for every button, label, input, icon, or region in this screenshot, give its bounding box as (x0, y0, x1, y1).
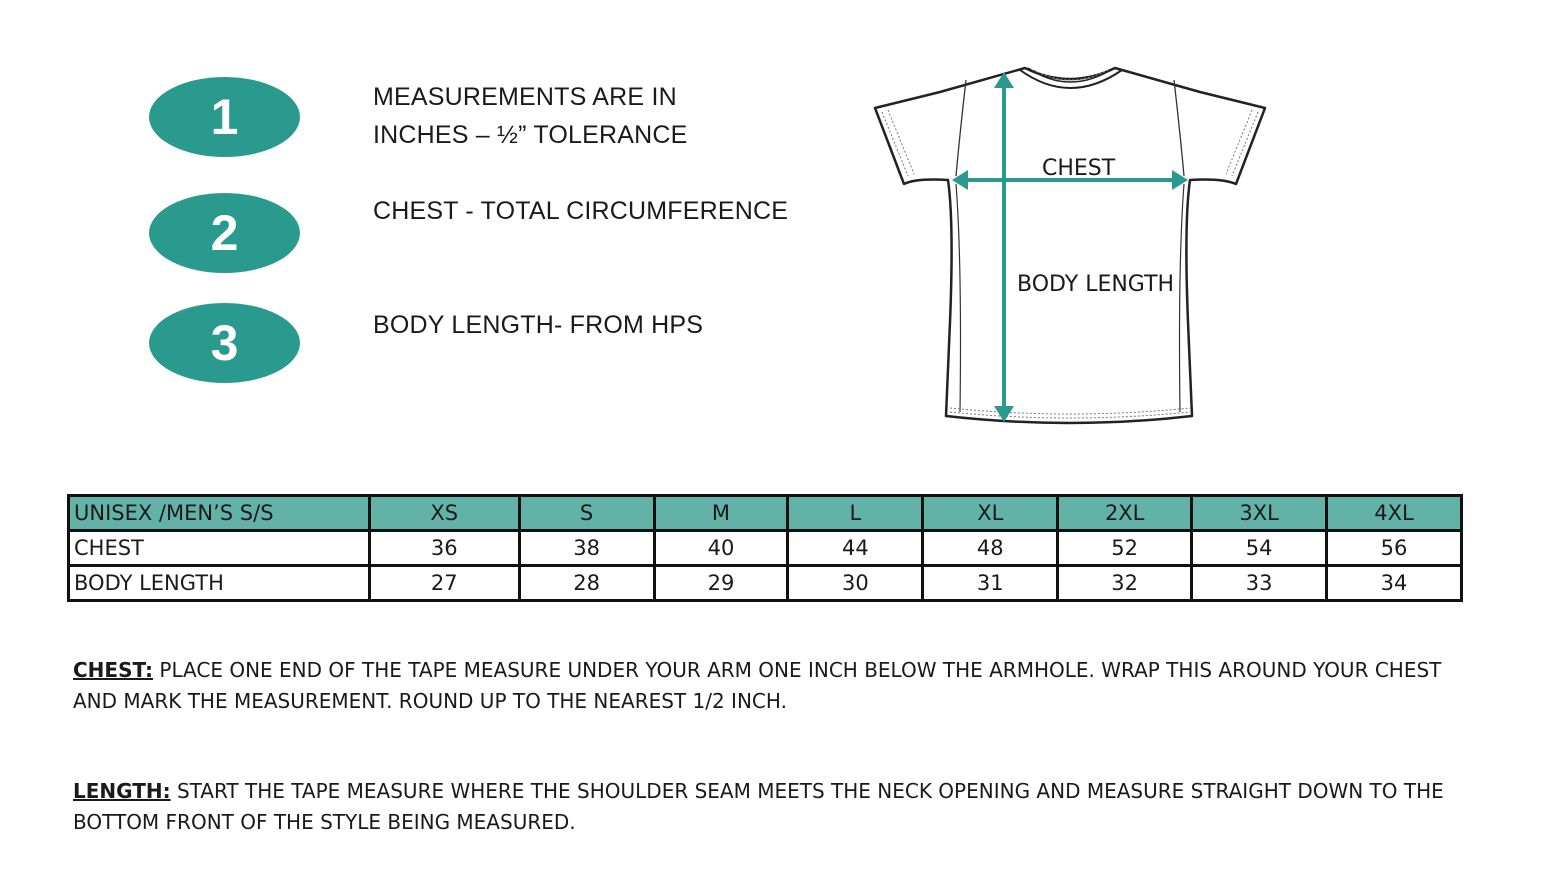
header-cell-size: 3XL (1192, 496, 1327, 531)
step-3-line-1: BODY LENGTH- FROM HPS (373, 311, 704, 339)
header-cell-style: UNISEX /MEN’S S/S (69, 496, 370, 531)
length-instructions-text: START THE TAPE MEASURE WHERE THE SHOULDER SEAM MEETS THE NECK OPENING AND MEASURE STRAIGHT DOWN TO THE BOTTOM FRONT OF THE STYLE BEING MEASURED. (73, 779, 1444, 834)
table-cell: 29 (654, 566, 788, 601)
chest-label: CHEST (1042, 156, 1116, 181)
step-2-badge: 2 (149, 193, 300, 273)
step-1-note (373, 78, 687, 154)
table-cell: 34 (1327, 566, 1462, 601)
header-cell-size: M (654, 496, 788, 531)
tshirt-diagram (870, 62, 1270, 434)
table-row-chest (69, 531, 1462, 566)
table-cell: 33 (1192, 566, 1327, 601)
table-cell: 28 (519, 566, 654, 601)
row-label: CHEST (69, 531, 370, 566)
header-cell-size: L (788, 496, 923, 531)
header-cell-size: 2XL (1058, 496, 1192, 531)
step-3-note (373, 306, 703, 344)
table-cell: 31 (923, 566, 1058, 601)
chest-instructions-text: PLACE ONE END OF THE TAPE MEASURE UNDER YOUR ARM ONE INCH BELOW THE ARMHOLE. WRAP THIS AROUND YOUR CHEST AND MARK THE MEASUREMENT. ROUND UP TO THE NEAREST 1/2 INCH. (73, 658, 1442, 713)
table-cell: 27 (369, 566, 519, 601)
table-cell: 54 (1192, 531, 1327, 566)
table-row-body-length (69, 566, 1462, 601)
chest-instructions (73, 655, 1473, 717)
row-label: BODY LENGTH (69, 566, 370, 601)
table-header-row (69, 496, 1462, 531)
size-chart-table (67, 494, 1463, 602)
length-instructions (73, 776, 1473, 838)
table-cell: 44 (788, 531, 923, 566)
table-cell: 52 (1058, 531, 1192, 566)
header-cell-size: S (519, 496, 654, 531)
table-cell: 48 (923, 531, 1058, 566)
length-instructions-heading: LENGTH: (73, 779, 171, 803)
header-cell-size: 4XL (1327, 496, 1462, 531)
header-cell-size: XS (369, 496, 519, 531)
step-1-badge: 1 (149, 77, 300, 157)
step-2-line-1: CHEST - TOTAL CIRCUMFERENCE (373, 197, 789, 225)
chest-instructions-heading: CHEST: (73, 658, 154, 682)
measure-arrows (870, 62, 1270, 434)
step-1-line-1: MEASUREMENTS ARE IN (373, 83, 677, 111)
header-cell-size: XL (923, 496, 1058, 531)
table-cell: 56 (1327, 531, 1462, 566)
table-cell: 38 (519, 531, 654, 566)
table-cell: 30 (788, 566, 923, 601)
table-cell: 40 (654, 531, 788, 566)
table-cell: 36 (369, 531, 519, 566)
body-length-label: BODY LENGTH (1017, 272, 1175, 297)
table-cell: 32 (1058, 566, 1192, 601)
step-2-note (373, 192, 788, 230)
step-1-line-2: INCHES – ½” TOLERANCE (373, 121, 688, 149)
step-3-badge: 3 (149, 303, 300, 383)
